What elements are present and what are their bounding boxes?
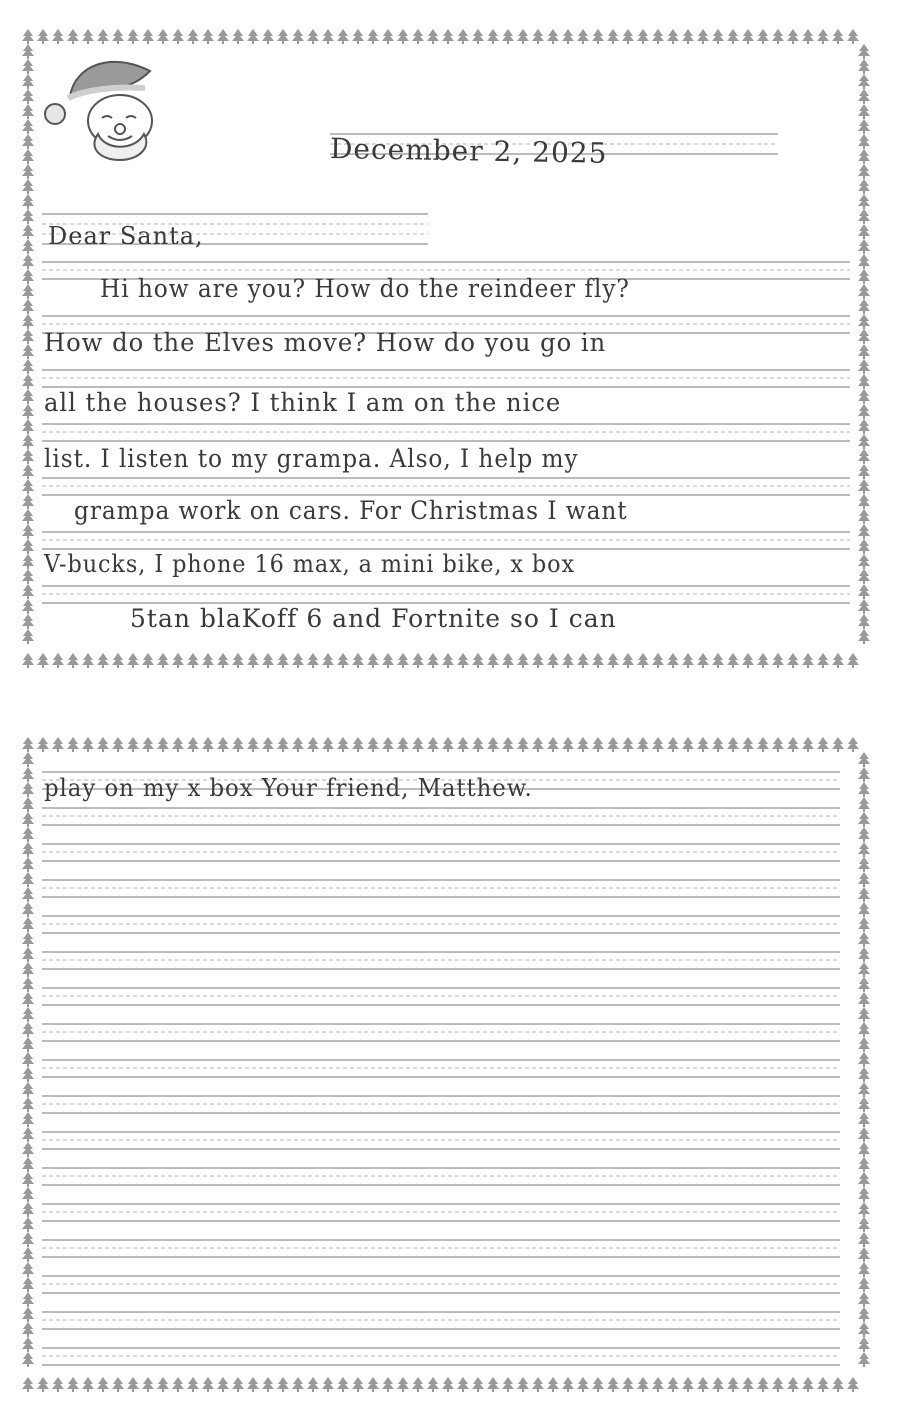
letter-line: How do the Elves move? How do you go in <box>44 328 607 357</box>
letter-line: list. I listen to my grampa. Also, I help my <box>44 444 579 473</box>
santa-icon <box>20 26 170 162</box>
letter-line: 5tan blaKoff 6 and Fortnite so I can <box>130 604 617 633</box>
letter-date: December 2, 2025 <box>329 132 608 170</box>
letter-page-2 <box>20 734 872 1396</box>
letter-line: play on my x box Your friend, Matthew. <box>44 774 533 802</box>
letter-line: grampa work on cars. For Christmas I want <box>74 496 628 525</box>
ruled-lines-bottom-page <box>20 734 872 1396</box>
letter-salutation: Dear Santa, <box>48 222 204 250</box>
letter-line: all the houses? I think I am on the nice <box>44 388 562 417</box>
letter-line: Hi how are you? How do the reindeer fly? <box>100 274 630 303</box>
letter-line: V-bucks, I phone 16 max, a mini bike, x box <box>44 550 576 578</box>
